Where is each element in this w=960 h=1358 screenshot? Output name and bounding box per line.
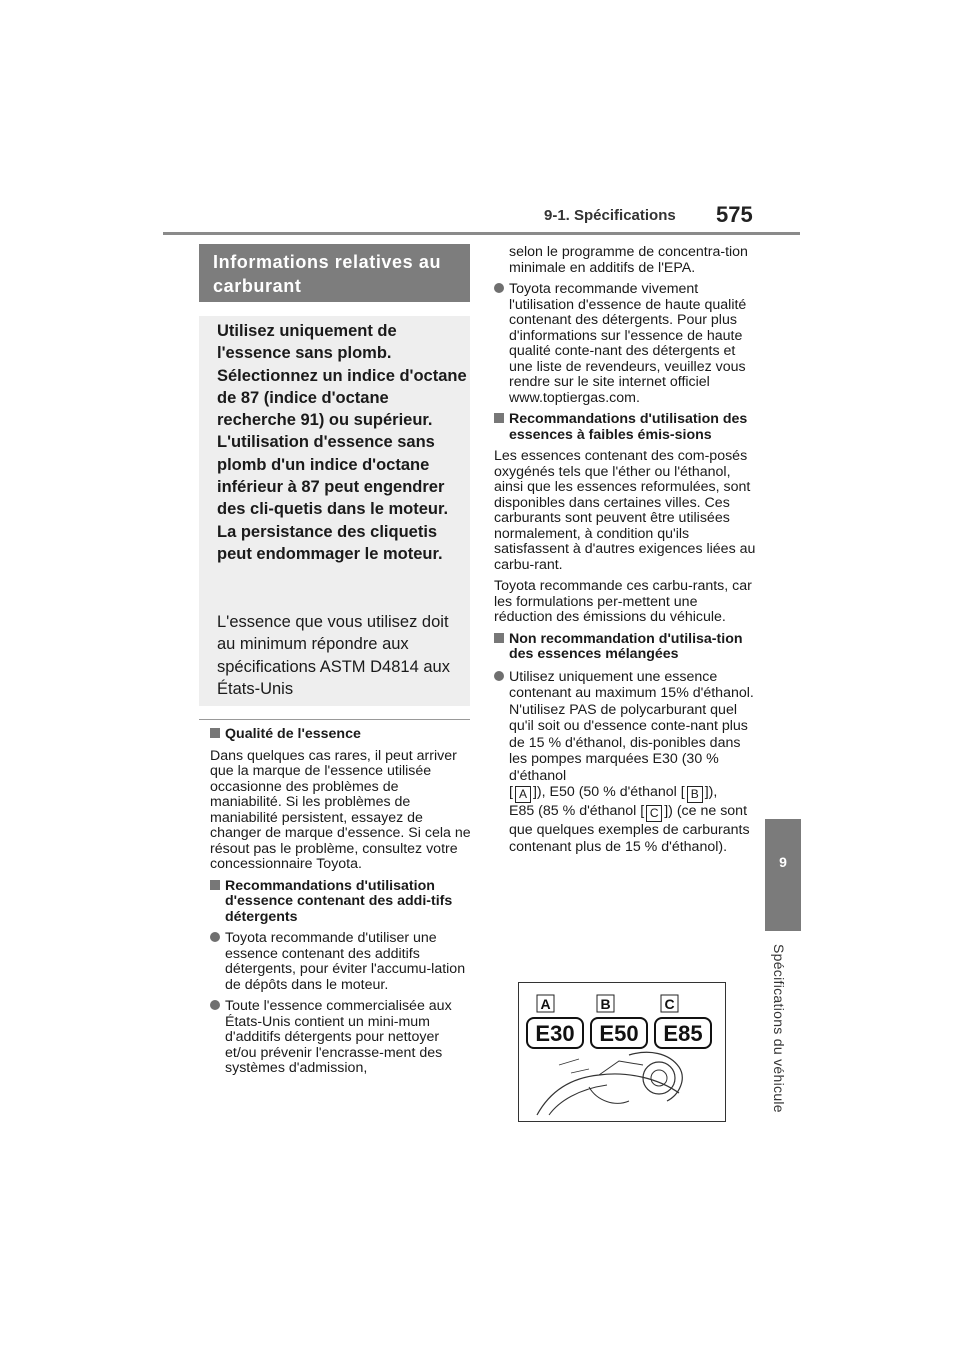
chapter-number: 9 xyxy=(779,854,787,870)
fuel-nozzle-image xyxy=(519,983,725,1121)
bullet-item: Utilisez uniquement une essence contenant au maximum 15% d'éthanol. N'utilisez PAS de polycarburant quel qu'il soit ou d'essence conte-nant plus de 15 % d'éthanol, dis-ponibles dans les pompes marquées E30 (30 % d'éthanol [ A ]), E50 (50 % d'éthanol [ B ]), E85 (85 % d'éthanol [ C ]) (ce ne sont que quelques exemples de carburants contenant plus de 15 % d'éthanol). xyxy=(494,669,756,856)
round-bullet-icon xyxy=(210,1000,220,1010)
subheading: Qualité de l'essence xyxy=(210,727,472,743)
subheading: Recommandations d'utilisation d'essence contenant des addi-tifs détergents xyxy=(210,879,472,926)
section-header: 9-1. Spécifications xyxy=(544,207,676,224)
paragraph: Les essences contenant des com-posés oxygénés tels que l'éther ou l'éthanol, ainsi que les essences reformulées, sont disponibles dans certaines villes. Ces carburants sont peuvent être utilisées normalement, à condition qu'ils satisfassent à d'autres exigences liées au carbu-rant. xyxy=(494,448,756,573)
square-bullet-icon xyxy=(494,413,504,423)
subheading: Recommandations d'utilisation des essences à faibles émis-sions xyxy=(494,412,756,443)
column-divider xyxy=(199,719,470,720)
key-a-label: A xyxy=(515,786,531,803)
pump-label-e50: E50 xyxy=(599,1021,639,1046)
round-bullet-icon xyxy=(494,283,504,293)
pump-label-e85: E85 xyxy=(663,1021,703,1046)
bullet-item: Toyota recommande vivement l'utilisation d'essence de haute qualité contenant des détergents. Pour plus d'informations sur l'essence de haute qualité conte-nant des détergents et une liste de revendeurs, veuillez vous rendre sur le site internet officiel www.toptiergas.com. xyxy=(494,282,756,406)
key-b-label: B xyxy=(687,786,703,803)
bullet-item: Toyota recommande d'utiliser une essence contenant des additifs détergents, pour éviter l'accumu-lation de dépôts dans le moteur. xyxy=(210,931,472,993)
square-bullet-icon xyxy=(494,633,504,643)
right-column xyxy=(494,245,756,861)
subheading: Non recommandation d'utilisa-tion des essences mélangées xyxy=(494,632,756,663)
section-title: Informations relatives au carburant xyxy=(213,252,442,296)
key-c-label: C xyxy=(646,805,662,822)
left-column xyxy=(210,727,472,1083)
note-bold-text: Utilisez uniquement de l'essence sans plomb. Sélectionnez un indice d'octane de 87 (indice d'octane recherche 91) ou supérieur. L'utilisation d'essence sans plomb d'un indice d'octane inférieur à 87 peut engendrer des cli-quetis dans le moteur. La persistance des cliquetis peut endommager le moteur. xyxy=(217,322,467,563)
fuel-pump-illustration xyxy=(518,982,726,1122)
note-body-text: L'essence que vous utilisez doit au minimum répondre aux spécifications ASTM D4814 aux États-Unis xyxy=(217,613,450,698)
paragraph: Toyota recommande ces carbu-rants, car les formulations per-mettent une réduction des émissions du véhicule. xyxy=(494,578,752,625)
square-bullet-icon xyxy=(210,880,220,890)
paragraph: Dans quelques cas rares, il peut arriver que la marque de l'essence utilisée occasionne des problèmes de maniabilité. Si les problèmes de maniabilité persistent, essayez de changer de marque d'essence. Si cela ne résout pas le problème, consultez votre concessionnaire Toyota. xyxy=(210,747,471,872)
pump-label-e30: E30 xyxy=(535,1021,575,1046)
page-number: 575 xyxy=(716,202,753,227)
illustration-label: A xyxy=(540,996,551,1012)
header-divider xyxy=(163,232,800,235)
square-bullet-icon xyxy=(210,728,220,738)
bullet-continuation: selon le programme de concentra-tion minimale en additifs de l'EPA. xyxy=(509,244,748,276)
round-bullet-icon xyxy=(494,671,504,681)
bullet-item: Toute l'essence commercialisée aux États-Unis contient un mini-mum d'additifs détergents pour nettoyer et/ou prévenir l'encrasse-ment des systèmes d'admission, xyxy=(210,999,472,1077)
chapter-tab xyxy=(765,819,801,931)
illustration-label: B xyxy=(600,996,611,1012)
round-bullet-icon xyxy=(210,932,220,942)
chapter-label: Spécifications du véhicule xyxy=(771,944,787,1113)
illustration-label: C xyxy=(664,996,675,1012)
